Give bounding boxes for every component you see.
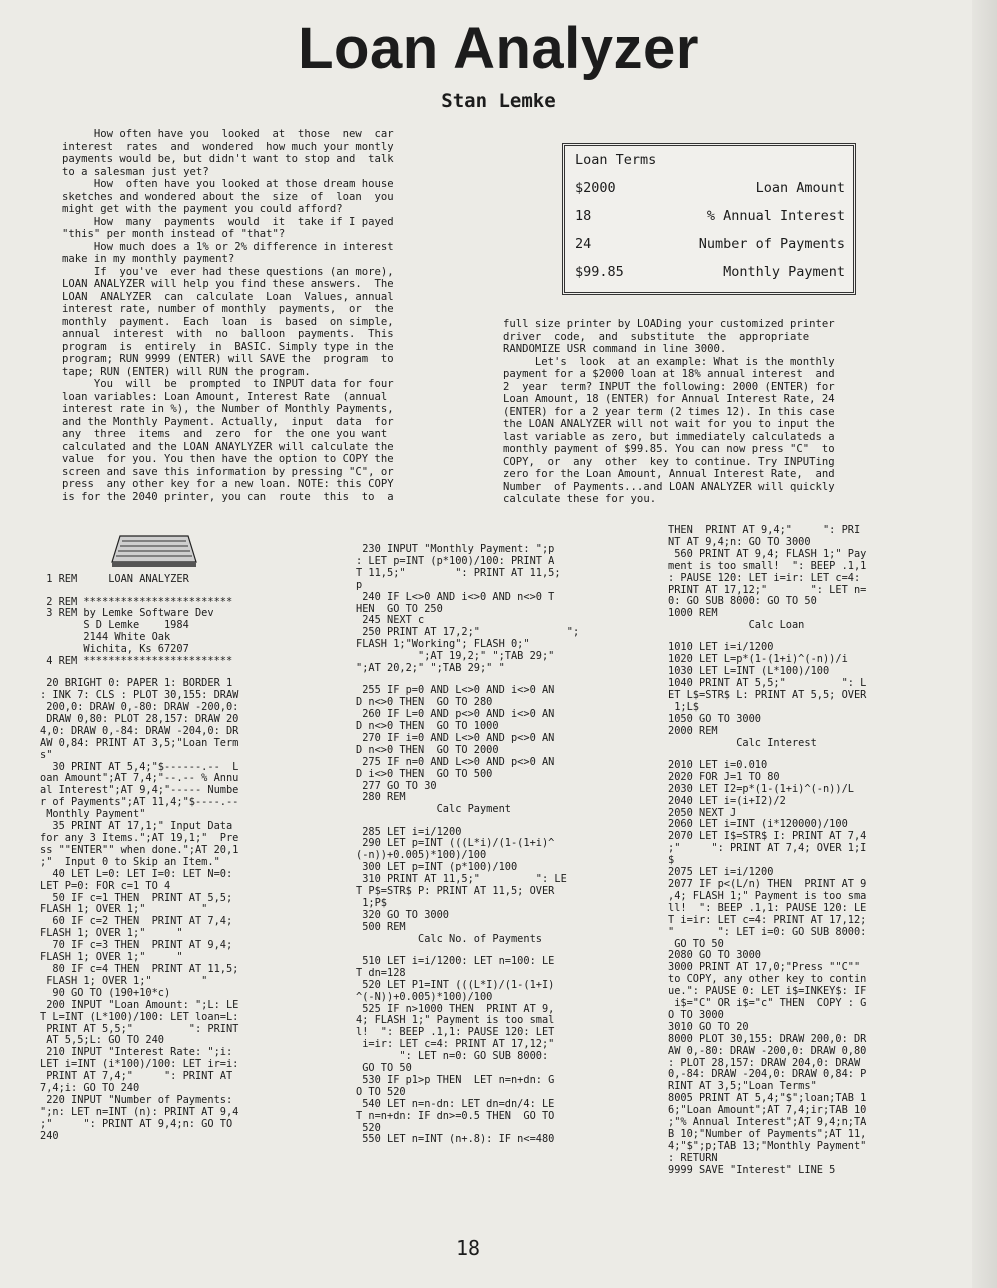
- continued-line: Loan Amount, 18 (ENTER) for Annual Interest Rate, 24: [503, 393, 835, 405]
- intro-line: sketches and wondered about the size of loan you: [62, 190, 394, 203]
- continued-line: COPY, or any other key to continue. Try INPUTing: [503, 455, 835, 468]
- code-line: 40 LET L=0: LET I=0: LET N=0:: [40, 867, 233, 880]
- code-line: 210 INPUT "Interest Rate: ";i:: [40, 1046, 233, 1059]
- intro-line: tape; RUN (ENTER) will RUN the program.: [62, 365, 311, 378]
- code-line: D n<>0 THEN GO TO 1000: [356, 719, 499, 732]
- loan-terms-label: % Annual Interest: [706, 208, 845, 224]
- code-line: ^(-N))+0.005)*100)/100: [356, 990, 493, 1003]
- code-line: 2077 IF p<(L/n) THEN PRINT AT 9: [668, 877, 867, 890]
- code-line: 200,0: DRAW 0,-80: DRAW -200,0:: [40, 701, 239, 714]
- code-line: 0: GO SUB 8000: GO TO 50: [668, 595, 817, 608]
- intro-line: and the Monthly Payment. Actually, input data for: [62, 415, 394, 428]
- code-line: D n<>0 THEN GO TO 280: [356, 696, 493, 709]
- code-line: : PAUSE 120: LET i=ir: LET c=4:: [668, 571, 861, 584]
- code-line: ss ""ENTER"" when done.";AT 20,1: [40, 843, 239, 856]
- continued-line: driver code, and substitute the appropriate: [503, 330, 810, 343]
- code-line: 320 GO TO 3000: [356, 908, 449, 921]
- code-line: RINT AT 3,5;"Loan Terms": [668, 1080, 817, 1093]
- code-line: FLASH 1;"Working"; FLASH 0;": [356, 638, 530, 651]
- intro-line: payments would be, but didn't want to stop and talk: [62, 153, 394, 165]
- code-line: p: [356, 578, 363, 591]
- continued-line: full size printer by LOADing your customized printer: [503, 318, 835, 330]
- code-line: T dn=128: [356, 966, 406, 979]
- code-line: 1040 PRINT AT 5,5;" ": L: [668, 677, 867, 690]
- code-line: 550 LET n=INT (n+.8): IF n<=480: [356, 1133, 555, 1146]
- intro-line: "this" per month instead of "that"?: [62, 228, 286, 240]
- code-line: Calc No. of Payments: [356, 932, 542, 945]
- code-line: PRINT AT 5,5;" ": PRINT: [40, 1022, 239, 1035]
- intro-line: make in my monthly payment?: [62, 253, 235, 265]
- code-line: Monthly Payment": [40, 808, 146, 821]
- code-listing-column-1: [40, 564, 238, 1143]
- continued-line: the LOAN ANALYZER will not wait for you to input the: [503, 418, 835, 430]
- code-line: 277 GO TO 30: [356, 779, 437, 792]
- code-line: 35 PRINT AT 17,1;" Input Data: [40, 820, 233, 833]
- intro-line: interest rate, number of monthly payments, or the: [62, 303, 394, 315]
- code-line: FLASH 1; OVER 1;" ": [40, 974, 208, 987]
- code-line: 3010 GO TO 20: [668, 1020, 749, 1033]
- code-line: THEN PRINT AT 9,4;" ": PRI: [668, 524, 861, 536]
- code-line: to COPY, any other key to contin: [668, 973, 867, 986]
- loan-terms-label: Number of Payments: [698, 236, 845, 252]
- code-line: 510 LET i=i/1200: LET n=100: LE: [356, 954, 555, 967]
- code-line: 285 LET i=i/1200: [356, 825, 462, 838]
- code-line: 1010 LET i=i/1200: [668, 641, 774, 654]
- code-line: 275 IF n=0 AND L<>0 AND p<>0 AN: [356, 755, 555, 768]
- code-line: 525 IF n>1000 THEN PRINT AT 9,: [356, 1002, 555, 1015]
- intro-line: If you've ever had these questions (an more),: [62, 265, 394, 278]
- code-line: (-n))+0.005)*100)/100: [356, 849, 487, 862]
- intro-line: LOAN ANALYZER can calculate Loan Values, annual: [62, 290, 394, 303]
- code-listing-column-2: [356, 544, 579, 1146]
- code-line: 240: [40, 1129, 59, 1142]
- code-line: T L=INT (L*100)/100: LET loan=L:: [40, 1010, 239, 1023]
- code-line: GO TO 50: [668, 937, 724, 950]
- code-line: O TO 3000: [668, 1008, 724, 1021]
- code-line: 230 INPUT "Monthly Payment: ";p: [356, 543, 555, 555]
- code-line: 2000 REM: [668, 724, 718, 737]
- code-line: 6;"Loan Amount";AT 7,4;ir;TAB 10: [668, 1104, 867, 1117]
- code-line: ;" Input 0 to Skip an Item.": [40, 855, 220, 868]
- code-line: ;" ": PRINT AT 9,4;n: GO TO: [40, 1117, 233, 1130]
- code-line: AT 5,5;L: GO TO 240: [40, 1034, 164, 1047]
- code-line: 2010 LET i=0.010: [668, 758, 768, 771]
- code-line: ": LET n=0: GO SUB 8000:: [356, 1050, 549, 1063]
- intro-text: [62, 128, 394, 503]
- article-title: Loan Analyzer: [298, 16, 699, 81]
- code-line: ";AT 20,2;" ";TAB 29;" ": [356, 662, 505, 675]
- code-line: 1 REM LOAN ANALYZER: [40, 573, 189, 586]
- intro-line: program; RUN 9999 (ENTER) will SAVE the program to: [62, 353, 394, 365]
- code-line: ;" ": PRINT AT 7,4; OVER 1;I: [668, 842, 867, 855]
- code-line: 4,0: DRAW 0,-84: DRAW -204,0: DR: [40, 724, 239, 737]
- code-line: DRAW 0,80: PLOT 28,157: DRAW 20: [40, 712, 239, 725]
- code-line: 2020 FOR J=1 TO 80: [668, 770, 780, 783]
- loan-terms-heading: Loan Terms: [575, 152, 657, 168]
- code-line: 200 INPUT "Loan Amount: ";L: LE: [40, 998, 239, 1011]
- code-line: 8000 PLOT 30,155: DRAW 200,0: DR: [668, 1032, 867, 1045]
- code-line: PRINT AT 7,4;" ": PRINT AT: [40, 1070, 233, 1083]
- code-line: ET L$=STR$ L: PRINT AT 5,5; OVER: [668, 689, 867, 702]
- code-line: 2144 White Oak: [40, 631, 171, 644]
- code-line: 260 IF L=0 AND p<>0 AND i<>0 AN: [356, 708, 555, 721]
- code-line: NT AT 9,4;n: GO TO 3000: [668, 535, 811, 548]
- code-line: PRINT AT 17,12;" ": LET n=: [668, 583, 867, 596]
- code-line: 4 REM ************************: [40, 655, 233, 668]
- code-line: 2040 LET i=(i+I2)/2: [668, 794, 786, 807]
- intro-line: might get with the payment you could afford?: [62, 203, 343, 215]
- code-line: for any 3 Items.";AT 19,1;" Pre: [40, 832, 239, 845]
- code-line: 270 IF i=0 AND L<>0 AND p<>0 AN: [356, 731, 555, 744]
- code-line: Wichita, Ks 67207: [40, 643, 189, 656]
- code-line: 2050 NEXT J: [668, 806, 737, 819]
- intro-line: loan variables: Loan Amount, Interest Rate (annual: [62, 390, 388, 403]
- code-line: ll! ": BEEP .1,1: PAUSE 120: LE: [668, 901, 867, 914]
- code-line: ";n: LET n=INT (n): PRINT AT 9,4: [40, 1105, 239, 1118]
- loan-terms-value: 18: [575, 208, 592, 224]
- code-line: HEN GO TO 250: [356, 602, 443, 615]
- intro-line: interest rates and wondered how much your montly: [62, 140, 394, 153]
- code-line: ment is too small! ": BEEP .1,1: [668, 559, 867, 572]
- intro-line: annual interest with no balloon payments. This: [62, 328, 394, 340]
- intro-line: interest rate in %), the Number of Monthly Payments,: [62, 403, 394, 415]
- intro-line: is for the 2040 printer, you can route this to a: [62, 490, 394, 503]
- intro-line: screen and save this information by pressing "C", or: [62, 465, 394, 478]
- code-line: 2070 LET I$=STR$ I: PRINT AT 7,4: [668, 830, 867, 843]
- code-line: B 10;"Number of Payments";AT 11,: [668, 1128, 867, 1140]
- code-line: FLASH 1; OVER 1;" ": [40, 951, 183, 964]
- loan-terms-value: $2000: [575, 180, 616, 196]
- code-line: l! ": BEEP .1,1: PAUSE 120: LET: [356, 1026, 555, 1039]
- code-line: i=ir: LET c=4: PRINT AT 17,12;": [356, 1038, 555, 1051]
- code-line: 1000 REM: [668, 607, 718, 620]
- intro-line: program is entirely in BASIC. Simply type in the: [62, 340, 394, 353]
- continued-line: Number of Payments...and LOAN ANALYZER will quickly: [503, 480, 835, 493]
- loan-terms-value: $99.85: [575, 264, 624, 280]
- code-line: 250 PRINT AT 17,2;" ";: [356, 626, 580, 639]
- loan-terms-label: Monthly Payment: [723, 264, 845, 280]
- page-edge-shadow: [972, 0, 997, 1288]
- code-line: 9999 SAVE "Interest" LINE 5: [668, 1163, 836, 1176]
- code-line: D n<>0 THEN GO TO 2000: [356, 743, 499, 756]
- intro-line: How often have you looked at those dream house: [62, 178, 394, 190]
- intro-line: monthly payment. Each loan is based on simple,: [62, 315, 394, 328]
- code-line: T 11,5;" ": PRINT AT 11,5;: [356, 566, 561, 579]
- page-number: 18: [456, 1236, 481, 1260]
- code-line: 4;"$";p;TAB 13;"Monthly Payment": [668, 1139, 867, 1152]
- code-line: T n=n+dn: IF dn>=0.5 THEN GO TO: [356, 1109, 555, 1122]
- code-line: AW 0,84: PRINT AT 3,5;"Loan Term: [40, 736, 239, 749]
- code-line: 560 PRINT AT 9,4; FLASH 1;" Pay: [668, 547, 867, 560]
- code-line: $: [668, 854, 675, 867]
- code-line: T i=ir: LET c=4: PRINT AT 17,12;: [668, 913, 867, 926]
- loan-terms-value: 24: [575, 236, 592, 252]
- continued-line: calculate these for you.: [503, 493, 657, 505]
- continued-line: 2 year term? INPUT the following: 2000 (ENTER) for: [503, 380, 835, 393]
- code-line: Calc Payment: [356, 803, 511, 816]
- intro-line: How much does a 1% or 2% difference in interest: [62, 240, 394, 253]
- code-line: 3 REM by Lemke Software Dev: [40, 607, 214, 620]
- code-line: 90 GO TO (190+10*c): [40, 986, 171, 999]
- code-line: : PLOT 28,157: DRAW 204,0: DRAW: [668, 1056, 861, 1069]
- code-line: [356, 816, 579, 826]
- code-line: S D Lemke 1984: [40, 619, 189, 632]
- code-line: 30 PRINT AT 5,4;"$------.-- L: [40, 760, 239, 773]
- code-listing-column-3: [668, 525, 866, 1177]
- code-line: i$="C" OR i$="c" THEN COPY : G: [668, 997, 867, 1010]
- code-line: Calc Loan: [668, 619, 805, 632]
- code-line: 1030 LET L=INT (L*100)/100: [668, 665, 830, 678]
- code-line: O TO 520: [356, 1085, 406, 1098]
- code-line: 0,-84: DRAW -204,0: DRAW 0,84: P: [668, 1068, 867, 1081]
- code-line: 4; FLASH 1;" Payment is too smal: [356, 1014, 555, 1027]
- intro-line: value for you. You then have the option to COPY the: [62, 453, 394, 465]
- code-line: ,4; FLASH 1;" Payment is too sma: [668, 889, 867, 902]
- continued-line: zero for the Loan Amount, Annual Interest Rate, and: [503, 468, 835, 480]
- continued-line: payment for a $2000 loan at 18% annual interest and: [503, 368, 835, 380]
- code-line: 520: [356, 1121, 381, 1134]
- code-line: LET P=0: FOR c=1 TO 4: [40, 879, 171, 892]
- code-line: 520 LET P1=INT (((L*I)/(1-(1+I): [356, 978, 555, 991]
- code-line: 310 PRINT AT 11,5;" ": LE: [356, 873, 567, 886]
- code-line: : LET p=INT (p*100)/100: PRINT A: [356, 554, 555, 567]
- continued-line: RANDOMIZE USR command in line 3000.: [503, 343, 727, 355]
- code-line: GO TO 50: [356, 1062, 412, 1075]
- code-line: 50 IF c=1 THEN PRINT AT 5,5;: [40, 891, 233, 904]
- code-line: ";AT 19,2;" ";TAB 29;": [356, 650, 555, 663]
- code-line: 2 REM ************************: [40, 595, 233, 608]
- code-line: 530 IF p1>p THEN LET n=n+dn: G: [356, 1073, 555, 1086]
- code-line: [40, 586, 238, 596]
- code-line: 2075 LET i=i/1200: [668, 866, 774, 879]
- code-line: 80 IF c=4 THEN PRINT AT 11,5;: [40, 962, 239, 975]
- intro-line: LOAN ANALYZER will help you find these answers. The: [62, 278, 394, 290]
- code-line: 255 IF p=0 AND L<>0 AND i<>0 AN: [356, 684, 555, 697]
- continued-text: [503, 318, 835, 506]
- intro-line: any three items and zero for the one you want: [62, 428, 388, 440]
- code-line: 3000 PRINT AT 17,0;"Press ""C"": [668, 961, 861, 974]
- code-line: 500 REM: [356, 920, 406, 933]
- code-line: 540 LET n=n-dn: LET dn=dn/4: LE: [356, 1097, 555, 1110]
- intro-line: to a salesman just yet?: [62, 165, 209, 178]
- code-line: LET i=INT (i*100)/100: LET ir=i:: [40, 1058, 239, 1071]
- code-line: AW 0,-80: DRAW -200,0: DRAW 0,80: [668, 1044, 867, 1057]
- code-line: 290 LET p=INT (((L*i)/(1-(1+i)^: [356, 837, 555, 850]
- code-line: 1050 GO TO 3000: [668, 712, 761, 725]
- intro-line: calculated and the LOAN ANAYLYZER will calculate the: [62, 440, 394, 453]
- code-line: : RETURN: [668, 1151, 718, 1164]
- code-line: ue.": PAUSE 0: LET i$=INKEY$: IF: [668, 985, 867, 998]
- continued-line: (ENTER) for a 2 year term (2 times 12). In this case: [503, 405, 835, 418]
- code-line: " ": LET i=0: GO SUB 8000:: [668, 925, 867, 938]
- intro-line: How many payments would it take if I payed: [62, 215, 394, 228]
- intro-line: How often have you looked at those new car: [62, 128, 394, 140]
- code-line: D i<>0 THEN GO TO 500: [356, 767, 493, 780]
- code-line: T P$=STR$ P: PRINT AT 11,5; OVER: [356, 885, 555, 898]
- code-line: oan Amount";AT 7,4;"--.-- % Annu: [40, 772, 239, 785]
- code-line: 20 BRIGHT 0: PAPER 1: BORDER 1: [40, 677, 233, 690]
- loan-terms-box: [562, 143, 856, 295]
- code-line: 1;P$: [356, 896, 387, 909]
- code-line: 2080 GO TO 3000: [668, 949, 761, 962]
- code-line: 60 IF c=2 THEN PRINT AT 7,4;: [40, 915, 233, 928]
- code-line: 280 REM: [356, 791, 406, 804]
- code-line: Calc Interest: [668, 736, 817, 749]
- code-line: 7,4;i: GO TO 240: [40, 1082, 140, 1095]
- code-line: 2060 LET i=INT (i*120000)/100: [668, 818, 848, 831]
- loan-terms-label: Loan Amount: [755, 180, 845, 196]
- code-line: 1020 LET L=p*(1-(1+i)^(-n))/i: [668, 653, 848, 666]
- code-line: r of Payments";AT 11,4;"$----.--: [40, 796, 239, 809]
- code-line: : INK 7: CLS : PLOT 30,155: DRAW: [40, 689, 239, 702]
- code-line: s": [40, 748, 53, 761]
- continued-line: monthly payment of $99.85. You can now press "C" to: [503, 443, 835, 455]
- code-line: 2030 LET I2=p*(1-(1+i)^(-n))/L: [668, 782, 854, 795]
- code-line: 220 INPUT "Number of Payments:: [40, 1093, 233, 1106]
- intro-line: press any other key for a new loan. NOTE: this COPY: [62, 478, 394, 490]
- code-line: 70 IF c=3 THEN PRINT AT 9,4;: [40, 939, 233, 952]
- code-line: ;"% Annual Interest";AT 9,4;n;TA: [668, 1116, 867, 1129]
- code-line: 1;L$: [668, 700, 699, 713]
- intro-line: You will be prompted to INPUT data for four: [62, 378, 394, 390]
- code-line: 8005 PRINT AT 5,4;"$";loan;TAB 1: [668, 1092, 867, 1105]
- code-line: al Interest";AT 9,4;"----- Numbe: [40, 784, 239, 797]
- code-line: 300 LET p=INT (p*100)/100: [356, 861, 518, 874]
- code-line: 245 NEXT c: [356, 614, 425, 627]
- code-line: FLASH 1; OVER 1;" ": [40, 903, 208, 916]
- code-line: FLASH 1; OVER 1;" ": [40, 927, 183, 940]
- article-author: Stan Lemke: [441, 90, 556, 112]
- continued-line: last variable as zero, but immediately calculateds a: [503, 430, 835, 443]
- code-line: 240 IF L<>0 AND i<>0 AND n<>0 T: [356, 590, 555, 603]
- continued-line: Let's look at an example: What is the monthly: [503, 355, 835, 368]
